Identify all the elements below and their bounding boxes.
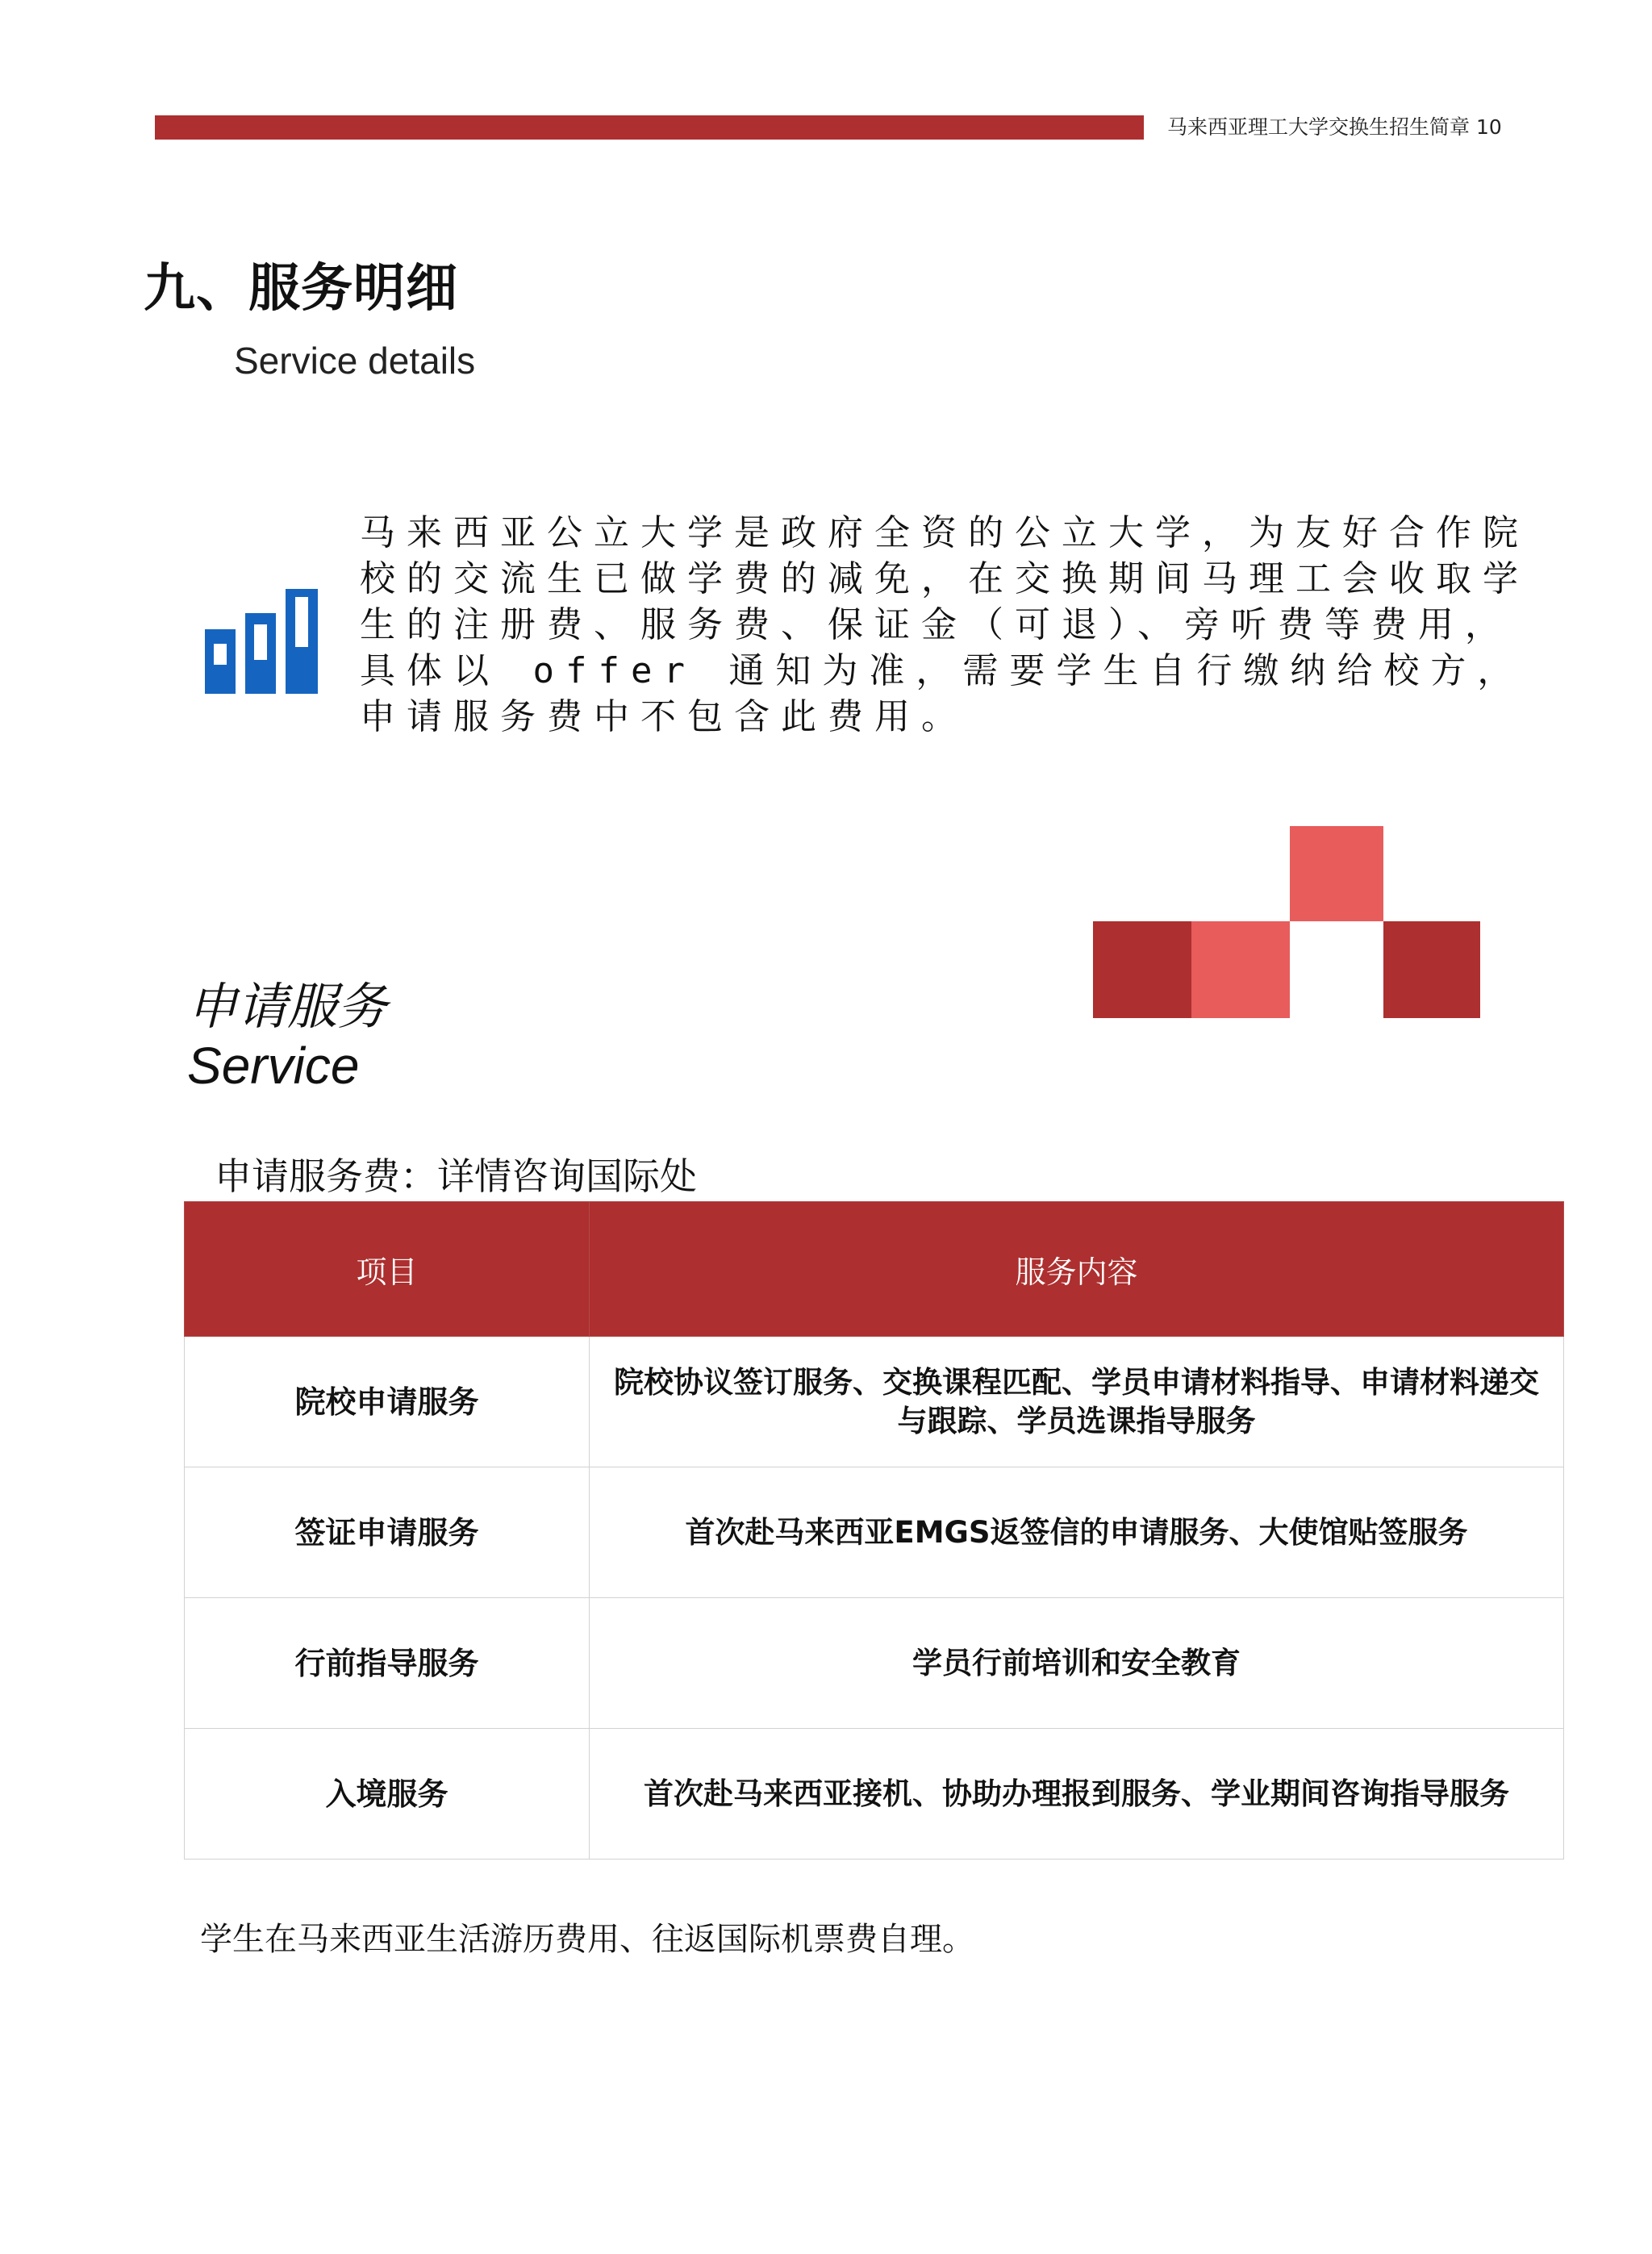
table-row xyxy=(185,1729,1564,1860)
table-row xyxy=(185,1467,1564,1598)
table-cell-item: 入境服务 xyxy=(185,1729,590,1860)
table-row xyxy=(185,1598,1564,1729)
decor-block-dark-left xyxy=(1093,921,1191,1018)
service-title-cn: 申请服务 xyxy=(187,977,388,1036)
decor-block-light-top xyxy=(1290,826,1383,921)
header-bar xyxy=(155,115,1144,140)
section-title: 九、服务明细 xyxy=(144,259,458,319)
decor-block-dark-right xyxy=(1383,921,1480,1018)
table-cell-content: 学员行前培训和安全教育 xyxy=(590,1598,1564,1729)
table-header-row xyxy=(185,1202,1564,1337)
table-cell-item: 签证申请服务 xyxy=(185,1467,590,1598)
service-fee-note: 申请服务费：详情咨询国际处 xyxy=(215,1154,697,1198)
table-cell-content: 首次赴马来西亚接机、协助办理报到服务、学业期间咨询指导服务 xyxy=(590,1729,1564,1860)
bar-chart-icon xyxy=(203,586,321,695)
table-row xyxy=(185,1337,1564,1467)
table-cell-item: 行前指导服务 xyxy=(185,1598,590,1729)
table-cell-content: 院校协议签订服务、交换课程匹配、学员申请材料指导、申请材料递交与跟踪、学员选课指导服务 xyxy=(590,1337,1564,1467)
section-subtitle: Service details xyxy=(234,340,476,382)
header-title: 马来西亚理工大学交换生招生简章 10 xyxy=(1167,115,1502,139)
table-cell-content: 首次赴马来西亚EMGS返签信的申请服务、大使馆贴签服务 xyxy=(590,1467,1564,1598)
table-header-item: 项目 xyxy=(185,1202,590,1337)
table-header-content: 服务内容 xyxy=(590,1202,1564,1337)
table-cell-item: 院校申请服务 xyxy=(185,1337,590,1467)
service-table xyxy=(184,1201,1564,1860)
intro-paragraph: 马来西亚公立大学是政府全资的公立大学，为友好合作院校的交流生已做学费的减免，在交换期间马理工会收取学生的注册费、服务费、保证金（可退）、旁听费等费用，具体以 offer 通知为准，需要学生自行缴纳给校方，申请服务费中不包含此费用。 xyxy=(360,512,1529,737)
service-title-en: Service xyxy=(187,1037,360,1095)
decor-block-light-mid xyxy=(1191,921,1290,1018)
footer-note: 学生在马来西亚生活游历费用、往返国际机票费自理。 xyxy=(200,1921,974,1958)
